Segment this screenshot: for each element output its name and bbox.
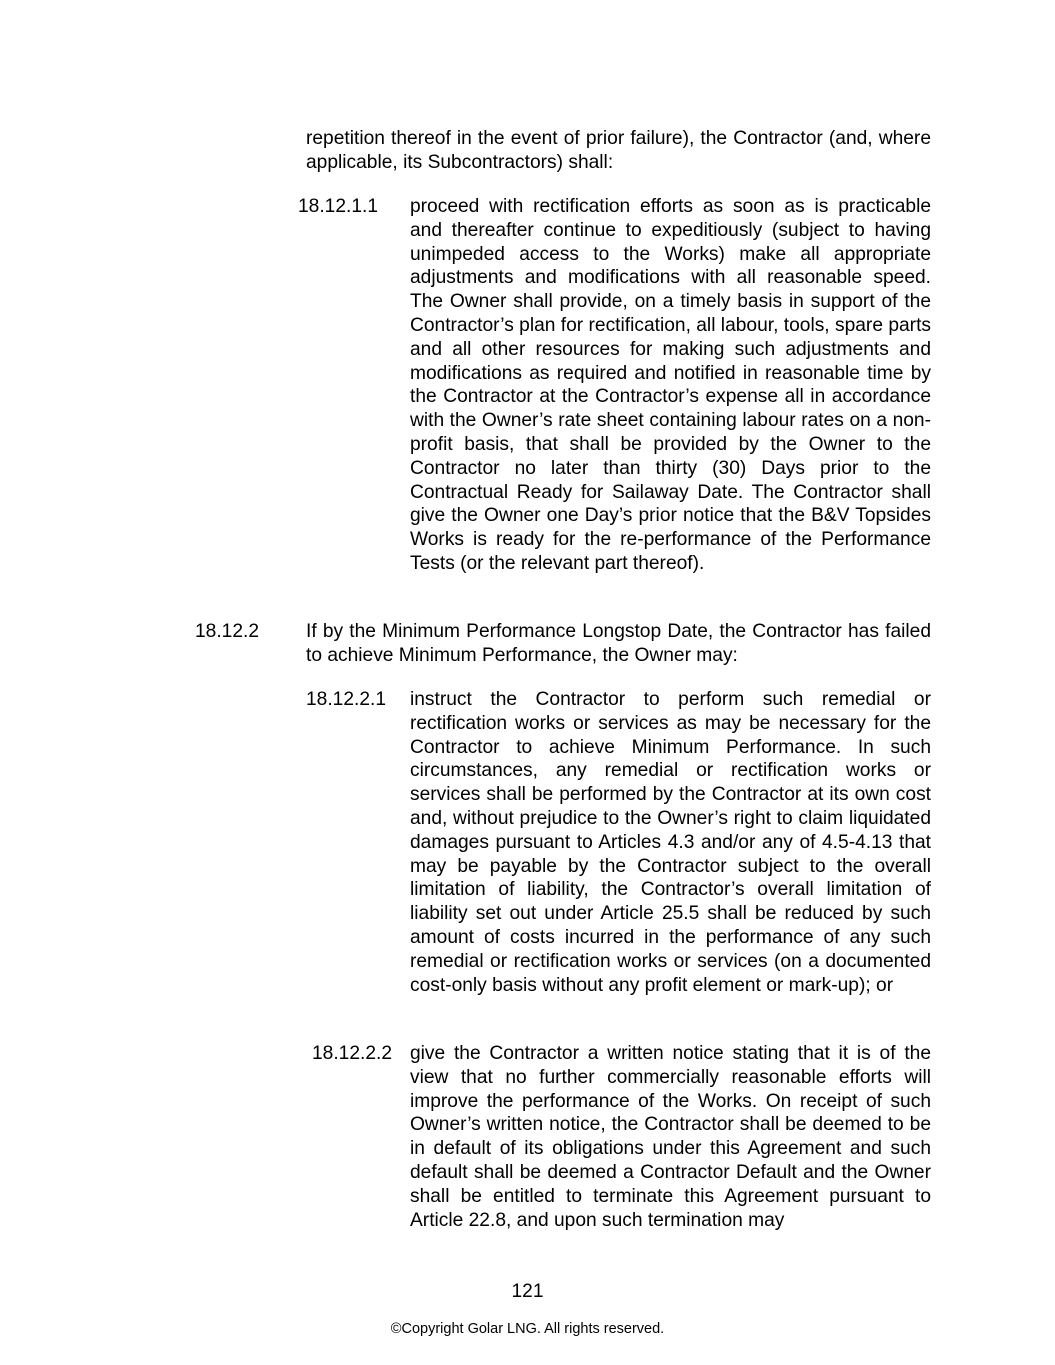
clause-text: give the Contractor a written notice stating that it is of the view that no further commercially reasonable efforts will improve the performance of the Works. On receipt of such Owner’s written notice, the Contractor shall be deemed to be in default of its obligations under this Agreement and such default shall be deemed a Contractor Default and the Owner shall be entitled to terminate this Agreement pursuant to Article 22.8, and upon such termination may xyxy=(410,1043,931,1231)
clause-text: If by the Minimum Performance Longstop Date, the Contractor has failed to achieve Minimum Performance, the Owner may: xyxy=(306,621,931,666)
continuation-paragraph: repetition thereof in the event of prior failure), the Contractor (and, where applicable, its Subcontractors) shall: xyxy=(306,128,931,173)
page-number: 121 xyxy=(511,1281,544,1302)
clause-number: 18.12.1.1 xyxy=(298,196,379,217)
clause-number: 18.12.2 xyxy=(195,621,260,642)
copyright-notice: ©Copyright Golar LNG. All rights reserved. xyxy=(390,1321,665,1337)
clause-text: instruct the Contractor to perform such remedial or rectification works or services as may be necessary for the Contractor to achieve Minimum Performance. In such circumstances, any remedial or rectification works or services shall be performed by the Contractor at its own cost and, without prejudice to the Owner’s right to claim liquidated damages pursuant to Articles 4.3 and/or any of 4.5-4.13 that may be payable by the Contractor subject to the overall limitation of liability, the Contractor’s overall limitation of liability set out under Article 25.5 shall be reduced by such amount of costs incurred in the performance of any such remedial or rectification works or services (on a documented cost-only basis without any profit element or mark-up); or xyxy=(410,689,931,996)
clause-text: proceed with rectification efforts as soon as is practicable and thereafter continue to expeditiously (subject to having unimpeded access to the Works) make all appropriate adjustments and modifications with all reasonable speed. The Owner shall provide, on a timely basis in support of the Contractor’s plan for rectification, all labour, tools, spare parts and all other resources for making such adjustments and modifications as required and notified in reasonable time by the Contractor at the Contractor’s expense all in accordance with the Owner’s rate sheet containing labour rates on a non-profit basis, that shall be provided by the Owner to the Contractor no later than thirty (30) Days prior to the Contractual Ready for Sailaway Date. The Contractor shall give the Owner one Day’s prior notice that the B&V Topsides Works is ready for the re-performance of the Performance Tests (or the relevant part thereof). xyxy=(410,196,931,574)
clause-number: 18.12.2.2 xyxy=(312,1043,393,1064)
clause-number: 18.12.2.1 xyxy=(306,689,387,710)
